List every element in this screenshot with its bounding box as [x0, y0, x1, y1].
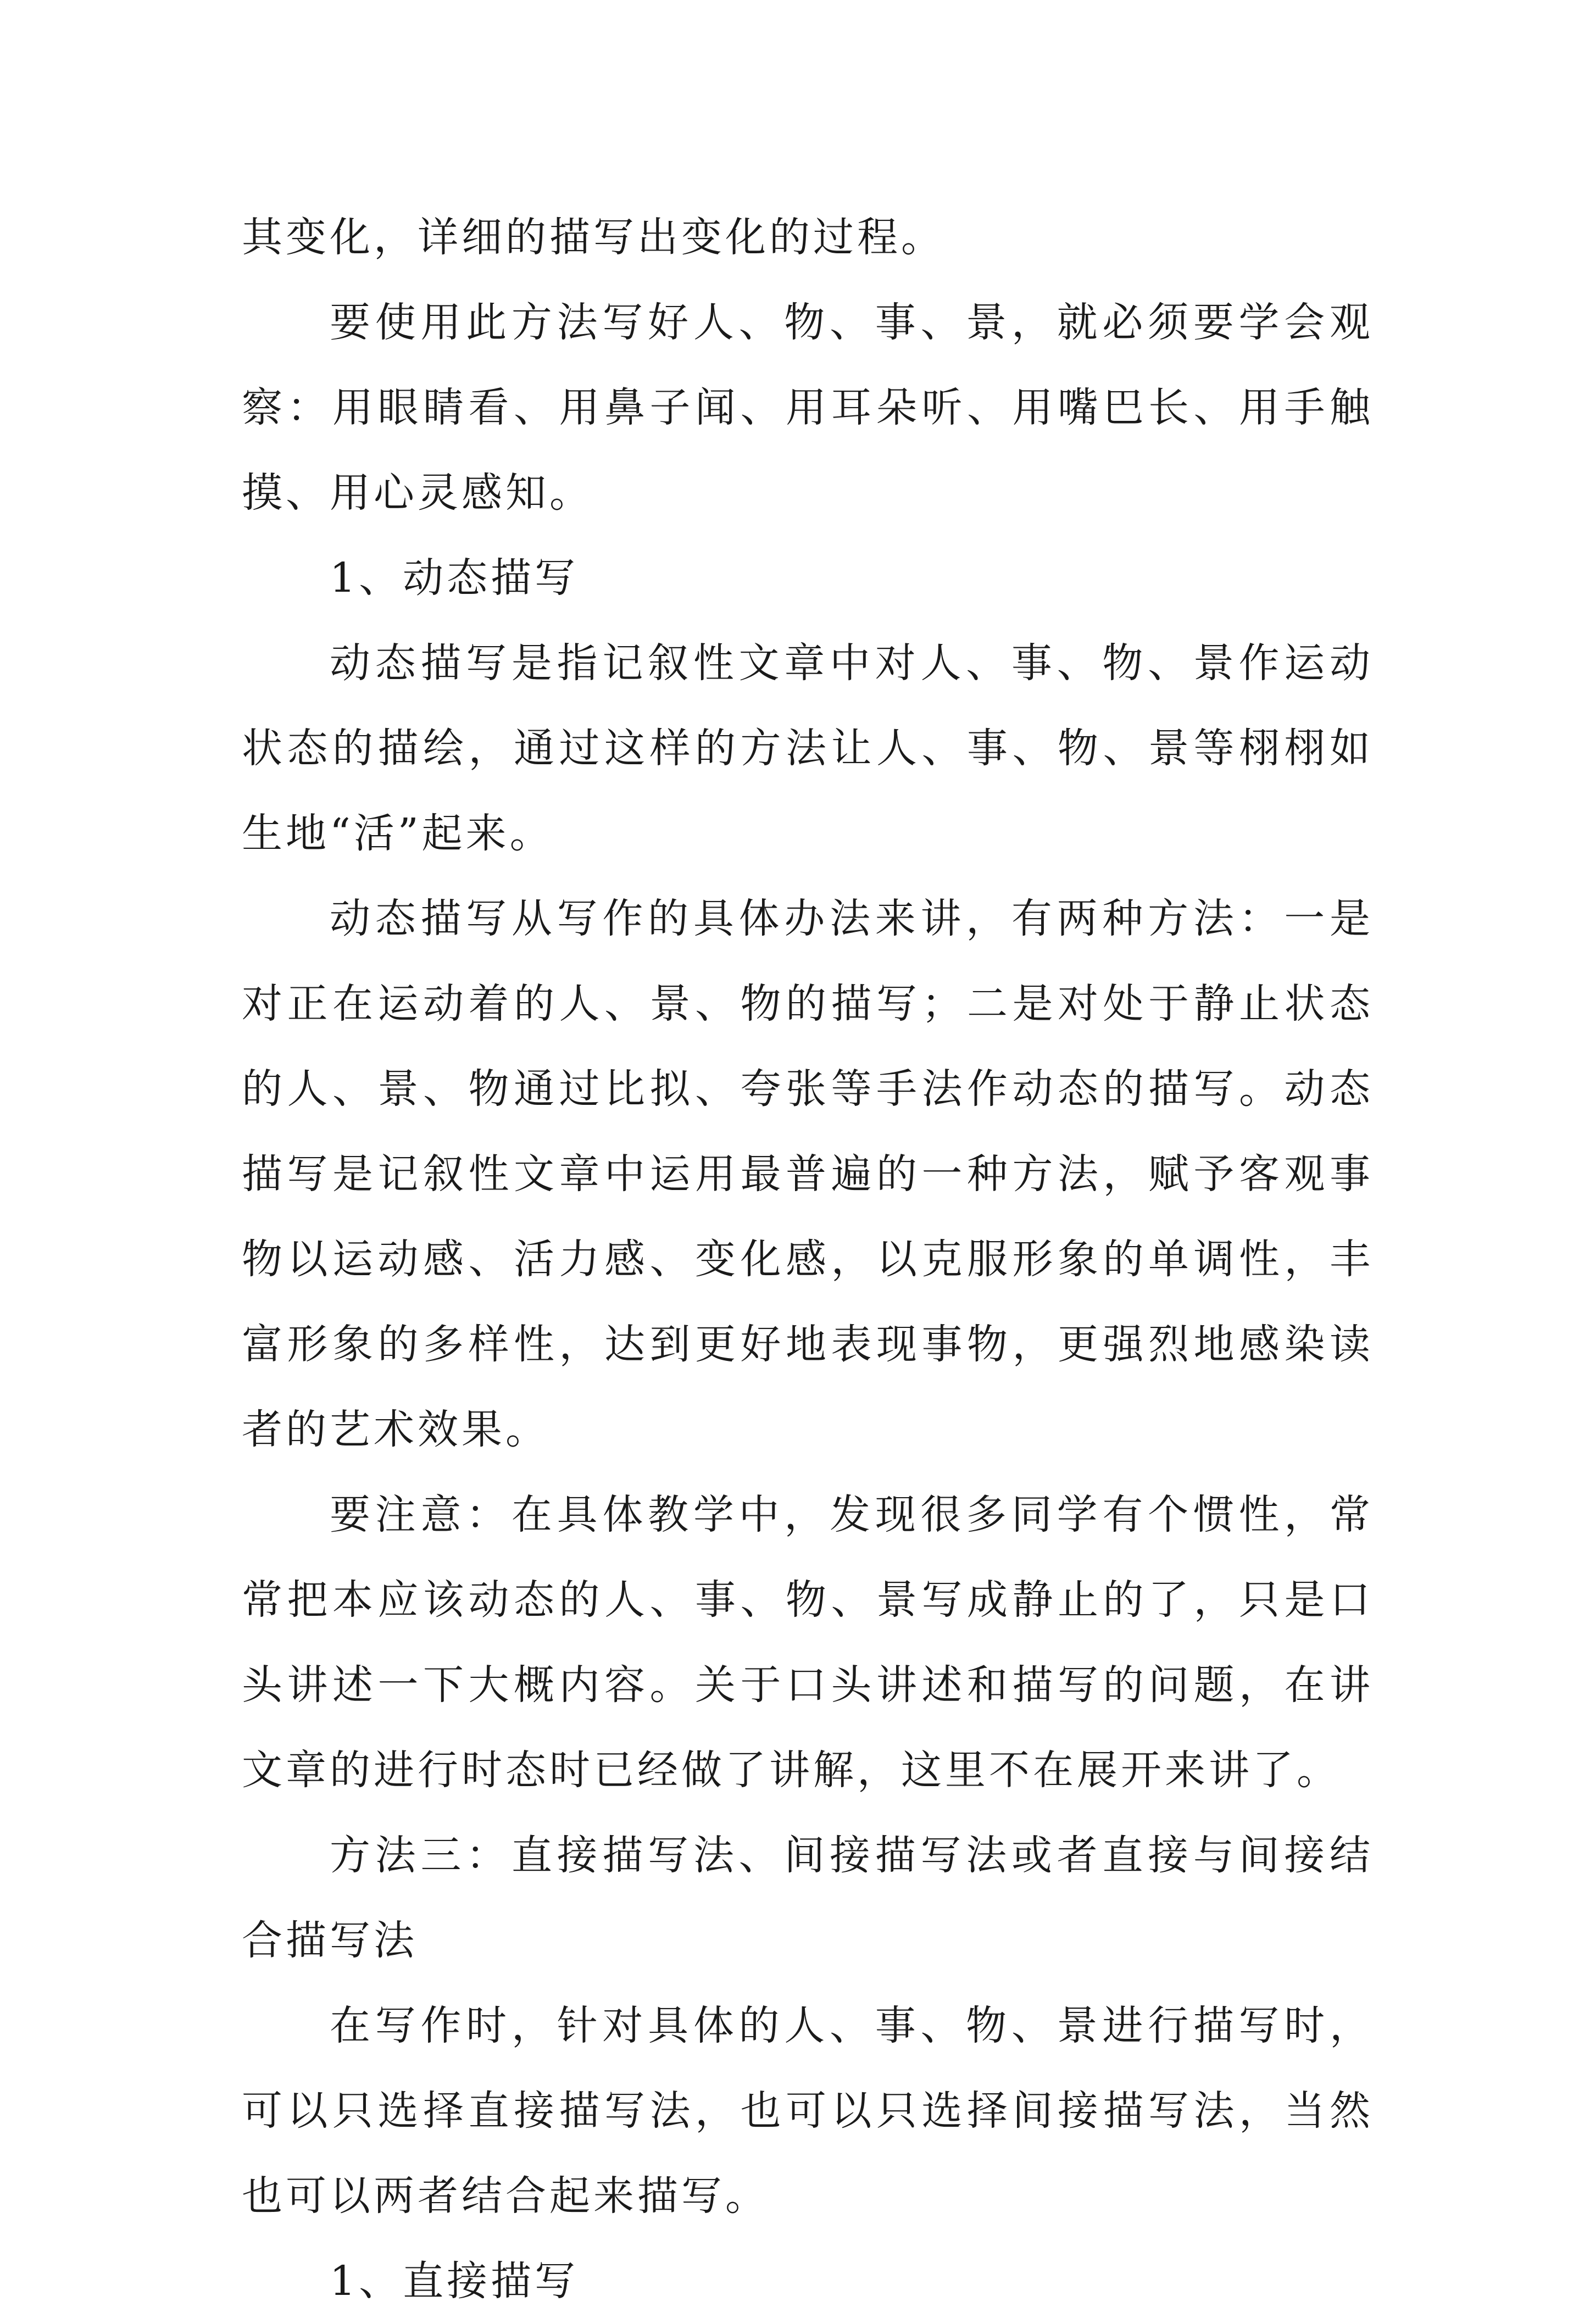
paragraph-2: 要使用此方法写好人、物、事、景，就必须要学会观察：用眼睛看、用鼻子闻、用耳朵听、用嘴巴长、用手触摸、用心灵感知。 [242, 299, 1374, 516]
paragraph-8: 在写作时，针对具体的人、事、物、景进行描写时，可以只选择直接描写法，也可以只选择间接描写法，当然也可以两者结合起来描写。 [242, 2002, 1374, 2220]
method-three-heading: 方法三：直接描写法、间接描写法或者直接与间接结合描写法 [242, 1832, 1374, 1964]
section-heading-dynamic: 1、动态描写 [330, 554, 579, 602]
paragraph-5: 动态描写从写作的具体办法来讲，有两种方法：一是对正在运动着的人、景、物的描写；二是对处于静止状态的人、景、物通过比拟、夸张等手法作动态的描写。动态描写是记叙性文章中运用最普遍的一种方法，赋予客观事物以运动感、活力感、变化感，以克服形象的单调性，丰富形象的多样性，达到更好地表现事物，更强烈地感染读者的艺术效果。 [242, 895, 1374, 1453]
section-heading-direct: 1、直接描写 [330, 2258, 579, 2305]
paragraph-6: 要注意：在具体教学中，发现很多同学有个惯性，常常把本应该动态的人、事、物、景写成静止的了，只是口头讲述一下大概内容。关于口头讲述和描写的问题，在讲文章的进行时态时已经做了讲解，这里不在展开来讲了。 [242, 1491, 1374, 1794]
paragraph-4: 动态描写是指记叙性文章中对人、事、物、景作运动状态的描绘，通过这样的方法让人、事、物、景等栩栩如生地“活”起来。 [242, 640, 1374, 857]
body-text [242, 195, 1374, 2324]
paragraph-1: 其变化，详细的描写出变化的过程。 [242, 214, 945, 261]
